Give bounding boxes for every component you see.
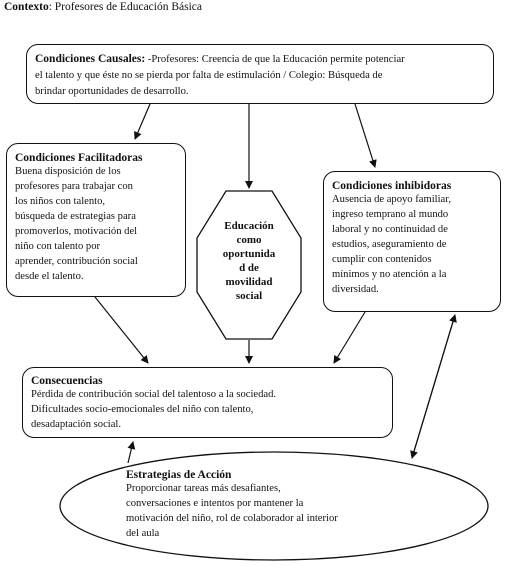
- facilitating-line: profesores para trabajar con: [15, 181, 133, 192]
- arrow-inhibidoras-to-consecuencias: [334, 312, 365, 363]
- consequences-line: desadaptación social.: [31, 419, 122, 430]
- inhibiting-conditions-box: [323, 171, 501, 312]
- causal-title: Condiciones Causales:: [35, 53, 146, 65]
- action-strategies-title: Estrategias de Acción: [126, 469, 232, 481]
- consequences-title: Consecuencias: [31, 375, 103, 387]
- facilitating-line: Buena disposición de los: [15, 166, 121, 177]
- facilitating-line: desde el talento.: [15, 271, 84, 282]
- inhibiting-title: Condiciones inhibidoras: [332, 180, 452, 192]
- consequences-line: Pérdida de contribución social del talentoso a la sociedad.: [31, 389, 277, 400]
- action-strategies-text: [126, 469, 426, 541]
- arrow-facilitadoras-to-consecuencias: [95, 297, 148, 363]
- facilitating-conditions-box: [6, 143, 186, 297]
- causal-text-1: -Profesores: Creencia de que la Educación permite potenciar: [145, 54, 405, 65]
- facilitating-line: niño con talento por: [15, 241, 101, 252]
- inhibiting-line: ingreso temprano al mundo: [332, 209, 449, 220]
- action-strategies-line: conversaciones e intentos por mantener la: [126, 498, 304, 509]
- context-label: Contexto: [4, 1, 49, 13]
- inhibiting-line: cumplir con contenidos: [332, 254, 432, 265]
- phenomenon-line: d de: [239, 262, 259, 274]
- phenomenon-line: movilidad: [225, 276, 273, 288]
- consequences-line: Dificultades socio-emocionales del niño con talento,: [31, 404, 254, 415]
- facilitating-line: los niños con talento,: [15, 196, 106, 207]
- causal-text-2: el talento y que éste no se pierda por falta de estimulación / Colegio: Búsqueda de: [35, 70, 383, 81]
- context-value: : Profesores de Educación Básica: [48, 1, 202, 13]
- inhibiting-line: Ausencia de apoyo familiar,: [332, 194, 452, 205]
- action-strategies-line: Proporcionar tareas más desafiantes,: [126, 483, 281, 494]
- inhibiting-line: laboral y no continuidad de: [332, 224, 448, 235]
- arrow-causal-to-facilitadoras: [135, 104, 150, 139]
- phenomenon-text: [196, 219, 302, 303]
- consequences-box: [22, 367, 393, 438]
- inhibiting-line: mínimos y no atención a la: [332, 269, 447, 280]
- causal-text-3: brindar oportunidades de desarrollo.: [35, 86, 189, 97]
- action-strategies-line: motivación del niño, rol de colaborador al interior: [126, 513, 338, 524]
- causal-line-1: [35, 51, 485, 68]
- phenomenon-line: social: [235, 290, 263, 302]
- facilitating-title: Condiciones Facilitadoras: [15, 152, 143, 164]
- action-strategies-line: del aula: [126, 528, 160, 539]
- facilitating-line: búsqueda de estrategias para: [15, 211, 136, 222]
- phenomenon-line: Educación: [224, 220, 274, 232]
- phenomenon-line: como: [236, 234, 262, 246]
- inhibiting-line: diversidad.: [332, 284, 379, 295]
- phenomenon-line: oportunida: [222, 248, 276, 260]
- facilitating-line: aprender, contribución social: [15, 256, 138, 267]
- arrow-inhibidoras-to-estrategias: [412, 315, 455, 458]
- causal-conditions-box: [26, 44, 494, 104]
- facilitating-line: promoverlos, motivación del: [15, 226, 138, 237]
- arrow-causal-to-inhibidoras: [355, 104, 375, 167]
- inhibiting-line: estudios, aseguramiento de: [332, 239, 447, 250]
